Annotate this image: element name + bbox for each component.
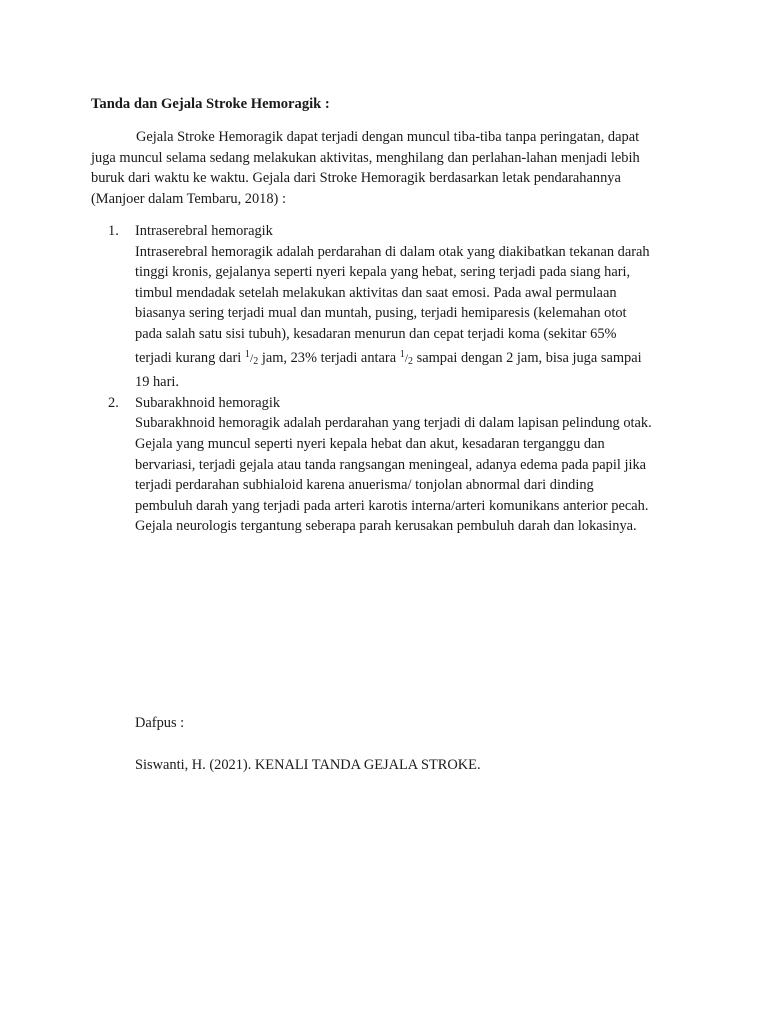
list-item-line: Intraserebral hemoragik adalah perdarahan di dalam otak yang diakibatkan tekanan darah [135, 243, 650, 260]
fraction-half: $^1/_2$ [244, 348, 259, 367]
list-item-line: pembuluh darah yang terjadi pada arteri karotis interna/arteri komunikans anterior pecah. [135, 497, 649, 514]
section-heading: Tanda dan Gejala Stroke Hemoragik : [91, 96, 330, 112]
list-item-line: pada salah satu sisi tubuh), kesadaran menurun dan cepat terjadi koma (sekitar 65% [135, 325, 617, 342]
symptom-list [108, 221, 698, 537]
bibliography-label: Dafpus : [135, 715, 185, 731]
list-item-line: tinggi kronis, gejalanya seperti nyeri kepala yang hebat, sering terjadi pada siang hari, [135, 264, 631, 281]
list-item-subarakhnoid [108, 393, 698, 537]
fraction-numerator: 1 [399, 348, 405, 360]
fraction-numerator: 1 [244, 348, 250, 360]
intro-line: juga muncul selama sedang melakukan aktivitas, menghilang dan perlahan-lahan menjadi lebih [91, 149, 640, 166]
list-item-line: timbul mendadak setelah melakukan aktivitas dan saat emosi. Pada awal permulaan [135, 284, 617, 301]
list-item-line: Gejala yang muncul seperti nyeri kepala hebat dan akut, kesadaran terganggu dan [135, 435, 605, 452]
list-item-line: 19 hari. [135, 374, 179, 391]
fraction-denominator: 2 [253, 355, 259, 367]
list-item-title: Intraserebral hemoragik [135, 223, 273, 239]
fraction-half: $^1/_2$ [399, 348, 414, 367]
bibliography-entry: Siswanti, H. (2021). KENALI TANDA GEJALA STROKE. [135, 757, 481, 773]
intro-line: (Manjoer dalam Tembaru, 2018) : [91, 190, 286, 207]
list-item-line: Subarakhnoid hemoragik adalah perdarahan yang terjadi di dalam lapisan pelindung otak. [135, 415, 652, 432]
text-fragment: jam, 23% terjadi antara [258, 349, 400, 366]
intro-line: Gejala Stroke Hemoragik dapat terjadi dengan muncul tiba-tiba tanpa peringatan, dapat [136, 129, 640, 145]
list-item-line: bervariasi, terjadi gejala atau tanda rangsangan meningeal, adanya edema pada papil jika [135, 456, 647, 473]
list-item-line: terjadi perdarahan subhialoid karena anuerisma/ tonjolan abnormal dari dinding [135, 477, 594, 494]
fraction-denominator: 2 [408, 355, 414, 367]
list-number: 2. [108, 394, 119, 411]
list-item-intraserebral [108, 221, 698, 393]
list-number: 1. [108, 223, 119, 239]
intro-line: buruk dari waktu ke waktu. Gejala dari Stroke Hemoragik berdasarkan letak pendarahannya [91, 170, 621, 187]
text-fragment: terjadi kurang dari [135, 349, 245, 366]
list-item-fraction-line [135, 345, 698, 373]
list-item-line: biasanya sering terjadi mual dan muntah, pusing, terjadi hemiparesis (kelemahan otot [135, 305, 627, 322]
list-item-title: Subarakhnoid hemoragik [135, 394, 281, 411]
intro-paragraph [91, 127, 691, 209]
list-item-line: Gejala neurologis tergantung seberapa parah kerusakan pembuluh darah dan lokasinya. [135, 518, 637, 535]
text-fragment: sampai dengan 2 jam, bisa juga sampai [413, 349, 642, 366]
